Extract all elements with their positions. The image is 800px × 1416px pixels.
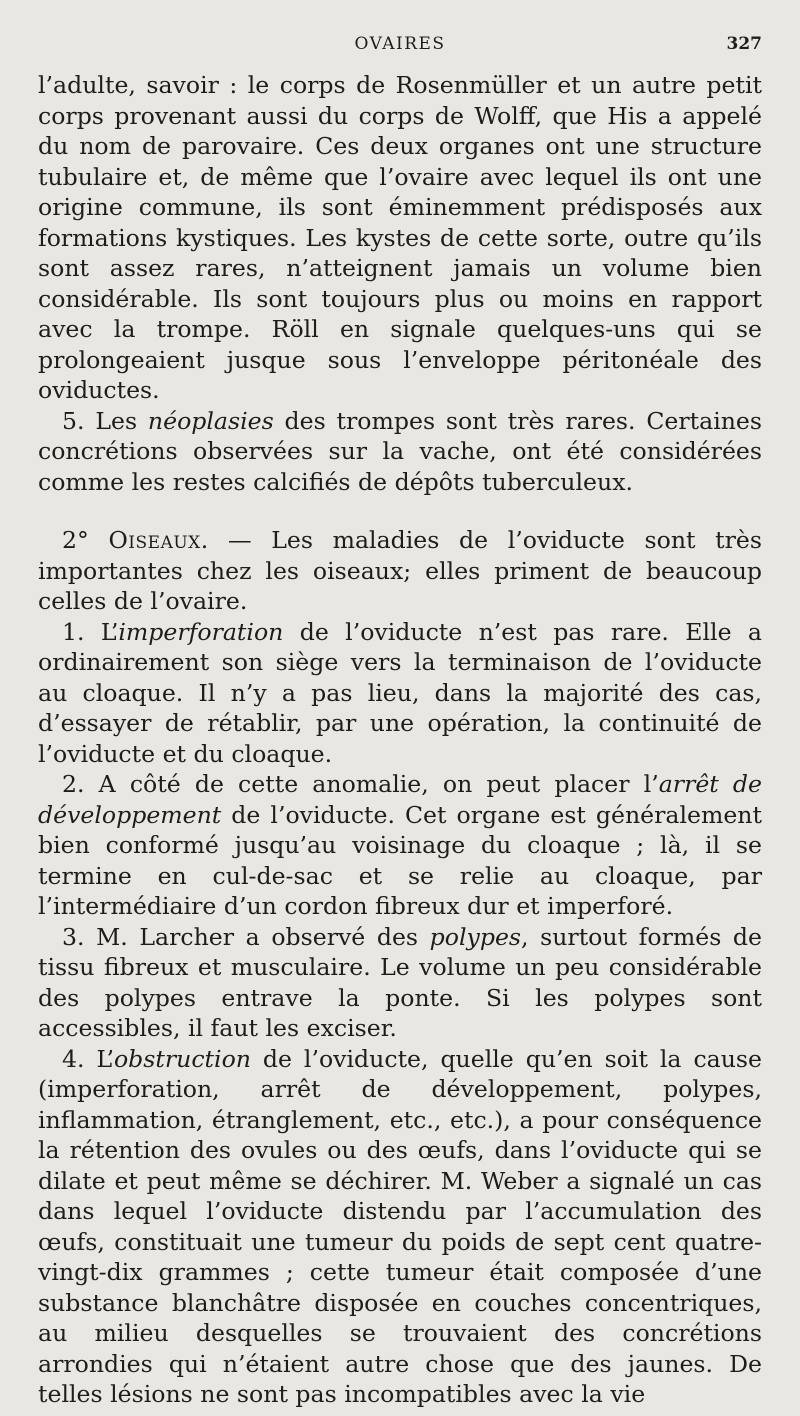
paragraph-5-lead: 2. A côté de cette anomalie, on peut placer l’ [62, 770, 659, 798]
paragraph-6-rest: , surtout formés de tissu fibreux et musculaire. Le volume un peu considérable des polypes entrave la ponte. Si les polypes sont accessibles, il faut les exciser. [38, 922, 762, 1042]
paragraph-7-lead: 4. L’ [62, 1044, 114, 1073]
page-number: 327 [726, 34, 762, 54]
section-heading: Oiseaux [108, 526, 201, 554]
paragraph-5-emphasis: arrêt de développement [38, 770, 762, 829]
paragraph-2-rest: des trompes sont très rares. Certaines concrétions observées sur la vache, ont été considérées comme les restes calcifiés de dépôts tuberculeux. [38, 406, 763, 496]
paragraph-4-emphasis: imperforation [118, 617, 284, 646]
paragraph-4 [38, 617, 762, 770]
paragraph-2 [38, 406, 762, 498]
paragraph-2-emphasis: néoplasies [147, 406, 274, 435]
paragraph-5-rest: de l’oviducte. Cet organe est généralement bien conformé jusqu’au voisinage du cloaque ; là, il se termine en cul-de-sac et se relie au cloaque, par l’intermédiaire d’un cordon fibreux dur et imperforé. [38, 800, 762, 920]
paragraph-7-emphasis: obstruction [113, 1044, 251, 1073]
paragraph-2-lead: 5. Les [62, 406, 148, 435]
body-text [38, 70, 762, 1410]
page-header [38, 30, 762, 58]
section-number: 2° [62, 526, 109, 554]
paragraph-4-lead: 1. L’ [62, 617, 119, 646]
paragraph-4-rest: de l’oviducte n’est pas rare. Elle a ordinairement son siège vers la terminaison de l’oviducte au cloaque. Il n’y a pas lieu, dans la majorité des cas, d’essayer de rétablir, par une opération, la continuité de l’oviducte et du cloaque. [38, 617, 762, 768]
paragraph-6-lead: 3. M. Larcher a observé des [62, 922, 430, 951]
paragraph-3-rest: . — Les maladies de l’oviducte sont très importantes chez les oiseaux; elles priment de beaucoup celles de l’ovaire. [38, 526, 762, 615]
paragraph-1: l’adulte, savoir : le corps de Rosenmüller et un autre petit corps provenant aussi du corps de Wolff, que His a appelé du nom de parovaire. Ces deux organes ont une structure tubulaire et, de même que l’ovaire avec lequel ils ont une origine commune, ils sont éminemment prédisposés aux formations kystiques. Les kystes de cette sorte, outre qu’ils sont assez rares, n’atteignent jamais un volume bien considérable. Ils sont toujours plus ou moins en rapport avec la trompe. Röll en signale quelques-uns qui se prolongeaient jusque sous l’enveloppe péritonéale des oviductes. [38, 71, 762, 404]
paragraph-6-emphasis: polypes [429, 922, 522, 951]
paragraph-7 [38, 1044, 762, 1410]
paragraph-6 [38, 922, 762, 1044]
paragraph-3 [38, 525, 762, 617]
paragraph-5 [38, 769, 762, 922]
paragraph-7-rest: de l’oviducte, quelle qu’en soit la cause (imperforation, arrêt de développement, polypes, inflammation, étranglement, etc., etc.), a pour conséquence la rétention des ovules ou des œufs, dans l’oviducte qui se dilate et peut même se déchirer. M. Weber a signalé un cas dans lequel l’oviducte distendu par l’accumulation des œufs, constituait une tumeur du poids de sept cent quatre-vingt-dix grammes ; cette tumeur était composée d’une substance blanchâtre disposée en couches concentriques, au milieu desquelles se trouvaient des concrétions arrondies qui n’étaient autre chose que des jaunes. De telles lésions ne sont pas incompatibles avec la vie [38, 1044, 762, 1408]
running-title: OVAIRES [354, 34, 446, 54]
